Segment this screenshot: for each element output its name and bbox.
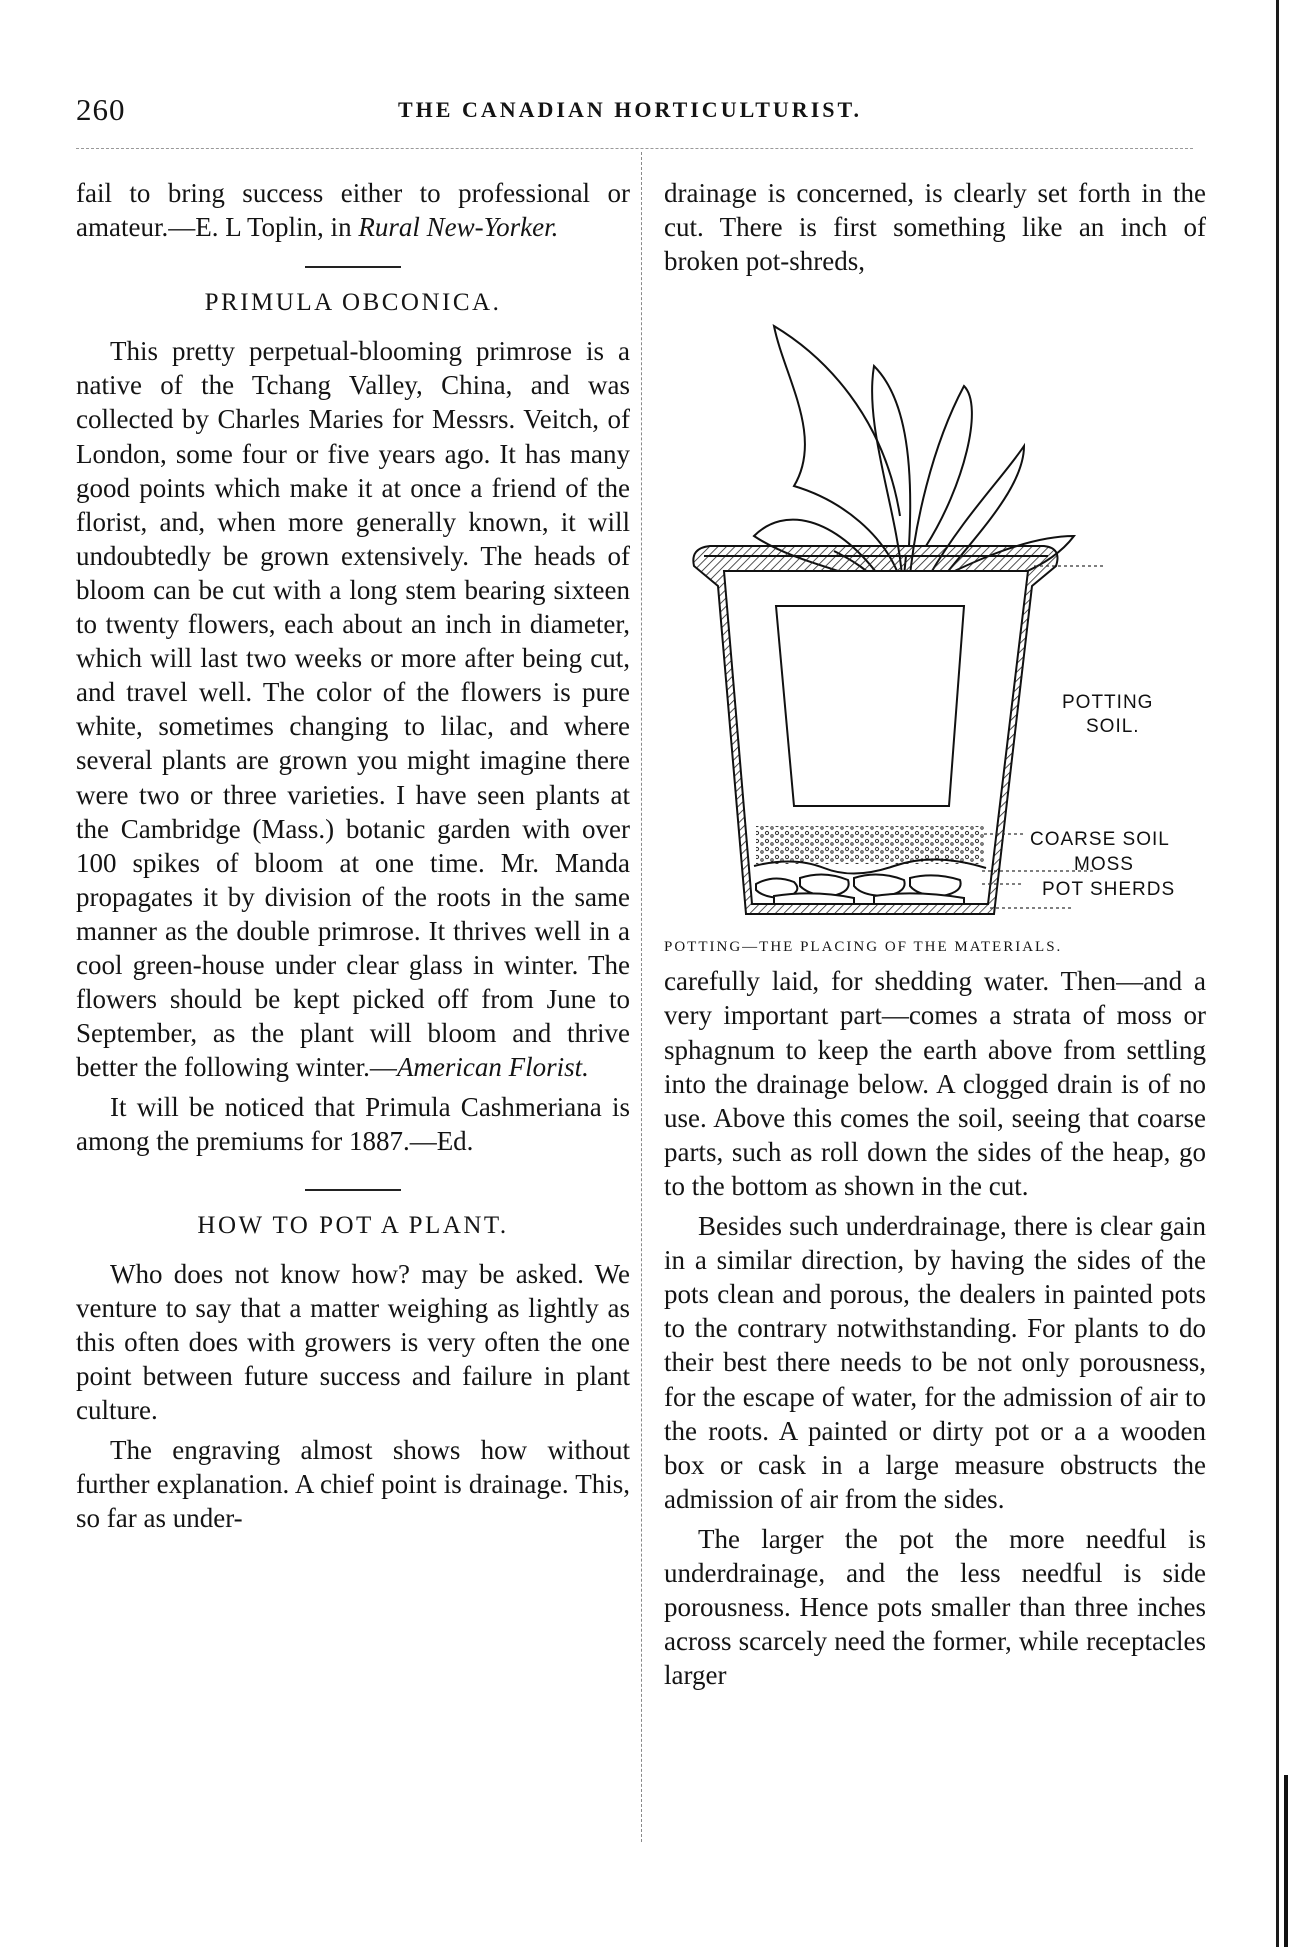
pot-paragraph-1: Who does not know how? may be asked. We venture to say that a matter weighing as lightly as this often does with growers is very often the one point between future success and failure in plant culture. [76,1258,630,1425]
column-divider [641,152,642,1842]
underdrainage-paragraph: Besides such underdrainage, there is clear gain in a similar direction, by having the sides of the pots clean and porous, the dealers in painted pots to the contrary notwithstanding. For plants to do their best there needs to be not only porousness, for the escape of water, for the admission of air to the roots. A painted or dirty pot or a a wooden box or cask in a large measure obstructs the admission of air from the sides. [664,1211,1206,1514]
figure-caption: POTTING—THE PLACING OF THE MATERIALS. [664,939,1063,956]
label-coarse-soil: COARSE SOIL [1030,829,1170,851]
section-separator [305,266,401,268]
primula-heading: PRIMULA OBCONICA. [204,289,502,317]
potting-soil-zone [776,606,964,806]
primula-paragraph-1 [76,334,630,1084]
continuation-text: fail to bring success either to professional or amateur.—E. L Toplin, in [76,178,630,243]
coarse-soil-layer [756,826,984,864]
section-separator [305,1189,401,1191]
left-column [76,176,630,1535]
label-pot-sherds: POT SHERDS [1042,879,1176,901]
potting-figure [664,286,1206,926]
label-potting-soil-2: SOIL. [1086,716,1140,738]
primula-paragraph-2: It will be noticed that Primula Cashmeriana is among the premiums for 1887.—Ed. [76,1092,630,1157]
primula-paragraph-1-text: This pretty perpetual-blooming primrose is a native of the Tchang Valley, China, and was collected by Charles Maries for Messrs. Veitch, of London, some four or five years ago. It has many good points which make it at once a friend of the florist, and, when more generally known, it will undoubtedly be grown extensively. The heads of bloom can be cut with a long stem bearing sixteen to twenty flowers, each about an inch in diameter, which will last two weeks or more after being cut, and travel well. The color of the flowers is pure white, sometimes changing to lilac, and where several plants are grown you might imagine there were two or three varieties. I have seen plants at the Cambridge (Mass.) botanic garden with over 100 spikes of bloom at one time. Mr. Manda propagates it by division of the roots in the same manner as the double primrose. It thrives well in a cool green-house under clear glass in winter. The flowers should be kept picked off from June to September, as the plant will bloom and thrive better the following winter.— [76,336,630,1083]
pot-plant-heading: HOW TO POT A PLANT. [197,1211,509,1239]
continuation-source: Rural New-Yorker. [358,212,559,243]
page-edge-border [1276,0,1279,1947]
running-title: THE CANADIAN HORTICULTURIST. [398,97,863,122]
drainage-paragraph: drainage is concerned, is clearly set forth in the cut. There is first something like an inch of broken pot-shreds, [664,178,1206,277]
label-potting-soil-1: POTTING [1062,692,1154,714]
primula-source: American Florist. [396,1052,589,1083]
larger-pot-paragraph: The larger the pot the more needful is underdrainage, and the less needful is side porousness. Hence pots smaller than three inches across scarcely need the former, while receptacles larger [664,1523,1206,1691]
label-moss: MOSS [1074,854,1134,876]
after-figure-paragraph: carefully laid, for shedding water. Then—and a very important part—comes a strata of moss or sphagnum to keep the earth above from settling into the drainage below. A clogged drain is of no use. Above this comes the soil, seeing that coarse parts, such as roll down the sides of the heap, go to the bottom as shown in the cut. [664,966,1206,1201]
page-number: 260 [76,92,126,127]
pot-paragraph-2: The engraving almost shows how without further explanation. A chief point is drainage. This, so far as under- [76,1435,630,1534]
right-column [664,176,1206,1692]
article-continuation [76,176,630,244]
page-edge-border-bottom [1284,1775,1288,1947]
header-rule [76,148,1193,149]
